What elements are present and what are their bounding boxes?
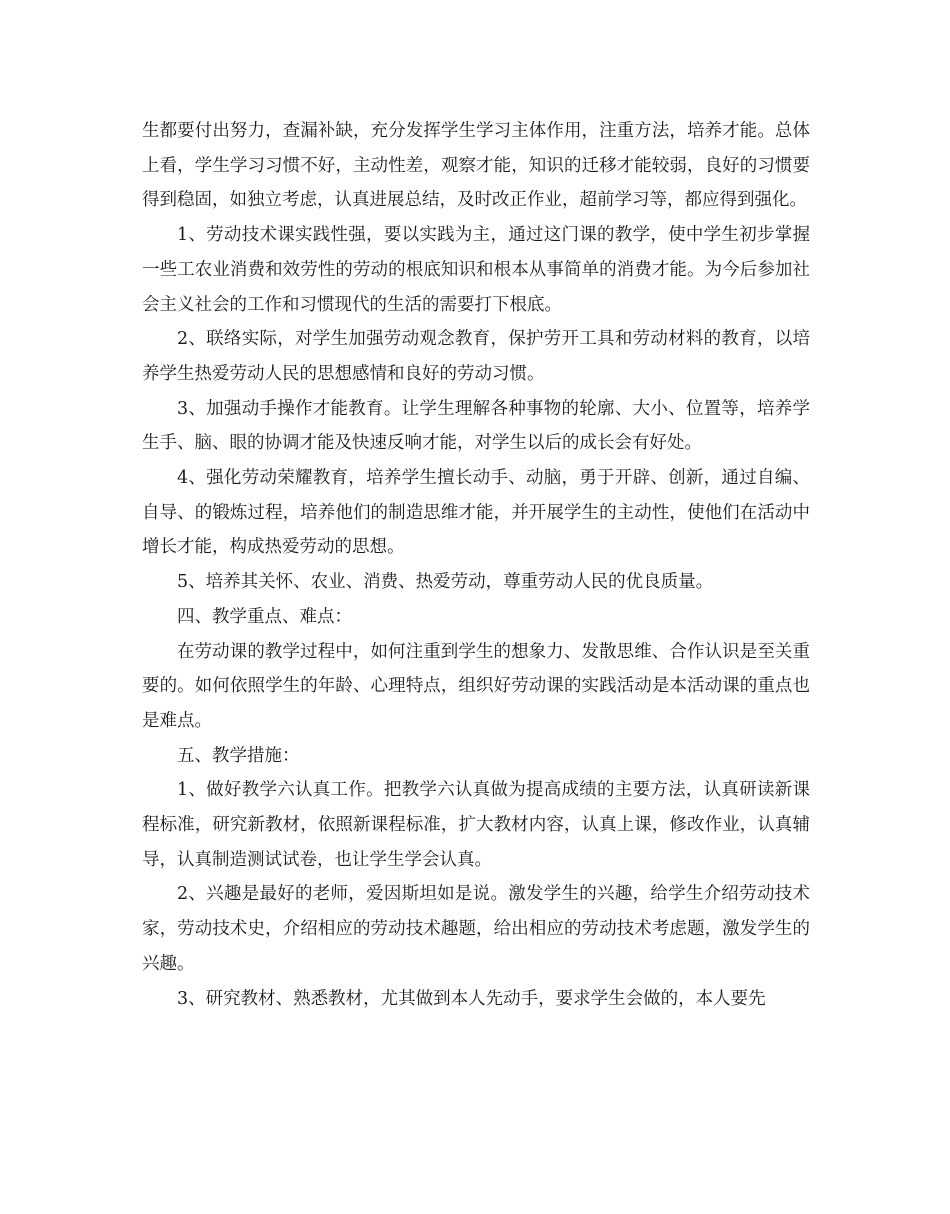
paragraph-item-4: 4、强化劳动荣耀教育，培养学生擅长动手、动脑，勇于开辟、创新，通过自编、自导、的锻炼过程，培养他们的制造思维才能，并开展学生的主动性，使他们在活动中增长才能，构成热爱劳动的思想。 bbox=[142, 468, 810, 558]
section-heading-key-points: 四、教学重点、难点： bbox=[177, 606, 352, 627]
document-body bbox=[142, 114, 810, 1016]
paragraph-measure-3: 3、研究教材、熟悉教材，尤其做到本人先动手，要求学生会做的，本人要先 bbox=[177, 988, 766, 1009]
paragraph-continuation: 生都要付出努力，查漏补缺，充分发挥学生学习主体作用，注重方法，培养才能。总体上看，学生学习习惯不好，主动性差，观察才能，知识的迁移才能较弱，良好的习惯要得到稳固，如独立考虑，认真进展总结，及时改正作业，超前学习等，都应得到强化。 bbox=[142, 121, 810, 211]
paragraph-key-points: 在劳动课的教学过程中，如何注重到学生的想象力、发散思维、合作认识是至关重要的。如何依照学生的年龄、心理特点，组织好劳动课的实践活动是本活动课的重点也是难点。 bbox=[142, 641, 810, 731]
paragraph-measure-2: 2、兴趣是最好的老师，爱因斯坦如是说。激发学生的兴趣，给学生介绍劳动技术家，劳动技术史，介绍相应的劳动技术趣题，给出相应的劳动技术考虑题，激发学生的兴趣。 bbox=[142, 884, 810, 974]
paragraph-item-1: 1、劳动技术课实践性强，要以实践为主，通过这门课的教学，使中学生初步掌握一些工农业消费和效劳性的劳动的根底知识和根本从事简单的消费才能。为今后参加社会主义社会的工作和习惯现代的生活的需要打下根底。 bbox=[142, 225, 810, 315]
section-heading-measures: 五、教学措施： bbox=[177, 745, 300, 766]
paragraph-measure-1: 1、做好教学六认真工作。把教学六认真做为提高成绩的主要方法，认真研读新课程标准，研究新教材，依照新课程标准，扩大教材内容，认真上课，修改作业，认真辅导，认真制造测试试卷，也让学生学会认真。 bbox=[142, 780, 810, 870]
paragraph-item-2: 2、联络实际，对学生加强劳动观念教育，保护劳开工具和劳动材料的教育，以培养学生热爱劳动人民的思想感情和良好的劳动习惯。 bbox=[142, 329, 810, 384]
paragraph-item-5: 5、培养其关怀、农业、消费、热爱劳动，尊重劳动人民的优良质量。 bbox=[177, 572, 714, 593]
paragraph-item-3: 3、加强动手操作才能教育。让学生理解各种事物的轮廓、大小、位置等，培养学生手、脑、眼的协调才能及快速反响才能，对学生以后的成长会有好处。 bbox=[142, 398, 810, 454]
